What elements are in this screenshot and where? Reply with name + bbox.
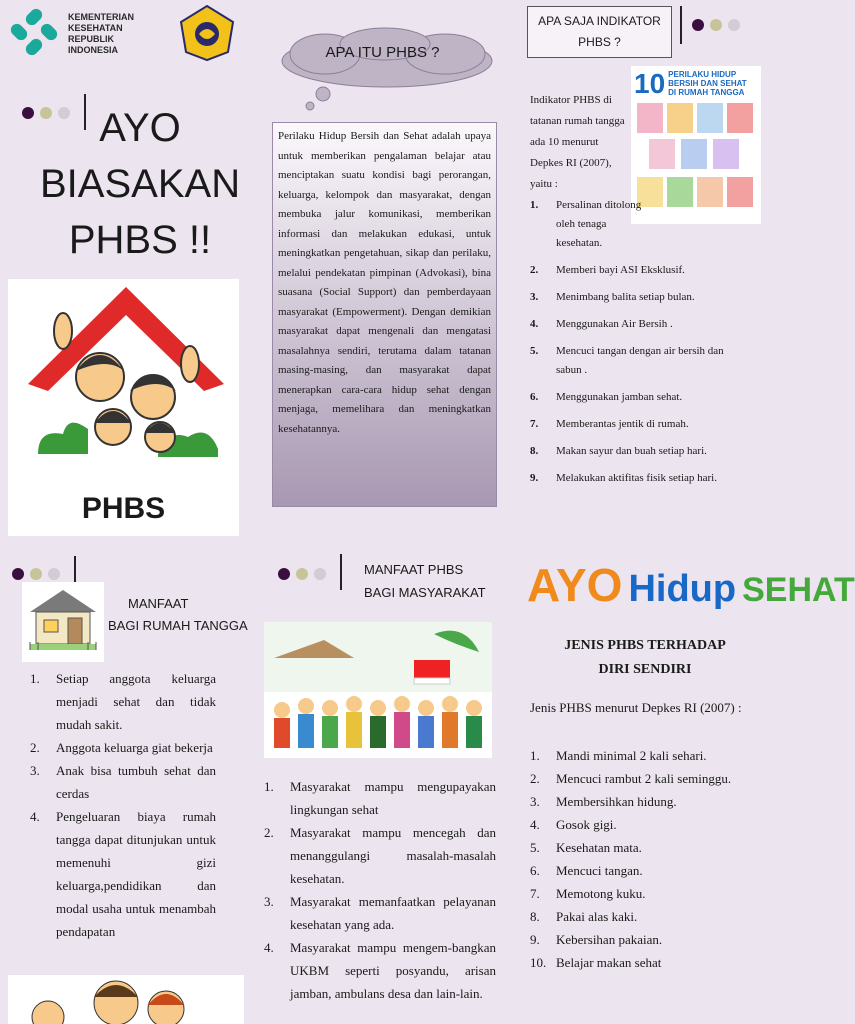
list-item <box>530 813 764 836</box>
list-number: 8. <box>530 909 540 924</box>
ayo-word: AYO <box>527 559 623 611</box>
indikator-title-line: PHBS ? <box>578 35 621 49</box>
list-number: 9. <box>530 472 539 484</box>
ayo-hidup-sehat-logo <box>527 548 855 622</box>
decor-dot <box>278 568 290 580</box>
list-number: 1. <box>530 748 540 763</box>
list-item <box>530 836 764 859</box>
list-item <box>530 744 764 767</box>
list-text: Mencuci rambut 2 kali seminggu. <box>556 771 732 786</box>
divider <box>680 6 682 44</box>
list-number: 9. <box>530 932 540 947</box>
list-number: 3. <box>30 763 40 778</box>
rumah-tangga-list <box>30 667 216 969</box>
list-number: 1. <box>530 199 539 211</box>
cloud-title: APA ITU PHBS ? <box>325 44 440 61</box>
masyarakat-subtitle: BAGI MASYARAKAT <box>364 585 486 600</box>
indikator-intro: Indikator PHBS di tatanan rumah tangga ada 10 menurut Depkes RI (2007), yaitu : <box>530 94 625 190</box>
phbs-definition: Perilaku Hidup Bersih dan Sehat adalah upaya untuk memberikan pengalaman belajar atau menciptakan suatu kondisi bagi perorangan, keluarga, kelompok dan masyarakat, dengan membuka jalur komunikasi, memberikan informasi dan melakukan edukasi, untuk meningkatkan pengetahuan, sikap dan perilaku, melalui pendekatan pimpinan (Advokasi), bina suasana (Social Support) dan pemberdayaan masyarakat (Empowerment). Dengan demikian masyarakat dapat mengenali dan mengatasi masalahnya sendiri, terutama dalam tatanan masing-masing, dan masyarakat dapat menerapkan cara-cara hidup sehat dengan menjaga, memelihara dan meningkatkan kesehatannya. <box>272 122 497 507</box>
list-text: Mencuci tangan. <box>556 863 643 878</box>
list-text: Makan sayur dan buah setiap hari. <box>556 445 707 457</box>
list-text: Belajar makan sehat <box>556 955 662 970</box>
ministry-name-line: REPUBLIK <box>68 34 115 44</box>
list-text: Menggunakan jamban sehat. <box>556 391 683 403</box>
list-item <box>530 442 760 461</box>
poster-title-line: PERILAKU HIDUP <box>668 70 737 79</box>
list-item <box>530 859 764 882</box>
decor-dot <box>48 568 60 580</box>
list-number: 6. <box>530 863 540 878</box>
list-text: Menimbang balita setiap bulan. <box>556 291 695 303</box>
list-text: Menggunakan Air Bersih . <box>556 318 673 330</box>
list-text: Melakukan aktifitas fisik setiap hari. <box>556 472 717 484</box>
list-text: Kebersihan pakaian. <box>556 932 663 947</box>
list-item <box>30 667 216 736</box>
rumah-tangga-title: MANFAAT <box>128 596 189 611</box>
house-caption: PHBS <box>81 492 166 525</box>
list-item <box>530 905 764 928</box>
list-text: Setiap anggota keluarga menjadi sehat dan tidak mudah sakit. <box>56 671 216 732</box>
list-number: 3. <box>264 894 274 909</box>
indikator-title-line: APA SAJA INDIKATOR <box>538 14 661 28</box>
jenis-title <box>530 634 760 682</box>
masyarakat-list <box>264 775 496 1005</box>
divider <box>74 556 76 582</box>
list-item <box>264 936 496 1005</box>
decor-dot <box>710 19 722 31</box>
jenis-intro: Jenis PHBS menurut Depkes RI (2007) : <box>530 700 742 715</box>
decor-dot <box>692 19 704 31</box>
list-number: 2. <box>530 264 539 276</box>
headline-line: BIASAKAN <box>40 162 241 206</box>
sehat-word: SEHAT <box>742 571 855 609</box>
list-number: 4. <box>530 318 539 330</box>
list-item <box>530 928 764 951</box>
list-item <box>530 315 760 334</box>
hidup-word: Hidup <box>628 568 737 610</box>
list-text: Masyarakat mampu mengem-bangkan UKBM seperti posyandu, arisan jamban, ambulans desa dan lain-lain. <box>290 940 496 1001</box>
poster-title-line: BERSIH DAN SEHAT <box>668 79 747 88</box>
list-item <box>30 736 216 759</box>
decor-dots <box>692 18 746 36</box>
list-text: Masyarakat mampu mengupayakan lingkungan sehat <box>290 779 496 817</box>
list-text: Anggota keluarga giat bekerja <box>56 740 213 755</box>
list-item <box>530 415 760 434</box>
ministry-name-line: INDONESIA <box>68 45 119 55</box>
list-item <box>530 388 760 407</box>
list-number: 3. <box>530 291 539 303</box>
list-text: Mencuci tangan dengan air bersih dan sabun . <box>556 345 724 376</box>
list-item <box>264 821 496 890</box>
university-seal-icon <box>178 4 236 62</box>
list-number: 2. <box>530 771 540 786</box>
decor-dot <box>728 19 740 31</box>
list-number: 4. <box>530 817 540 832</box>
rumah-tangga-subtitle: BAGI RUMAH TANGGA <box>108 618 248 633</box>
list-text: Masyarakat memanfaatkan pelayanan kesehatan yang ada. <box>290 894 496 932</box>
ministry-logo-icon <box>8 6 60 58</box>
thought-cloud-icon <box>275 26 500 116</box>
list-text: Kesehatan mata. <box>556 840 642 855</box>
decor-dots <box>278 567 332 585</box>
divider <box>340 554 342 590</box>
list-text: Masyarakat mampu mencegah dan menanggulangi masalah-masalah kesehatan. <box>290 825 496 886</box>
house-icon <box>22 582 104 662</box>
list-text: Memotong kuku. <box>556 886 646 901</box>
jenis-list <box>530 744 764 974</box>
decor-dot <box>12 568 24 580</box>
list-number: 2. <box>264 825 274 840</box>
list-text: Memberantas jentik di rumah. <box>556 418 689 430</box>
list-text: Gosok gigi. <box>556 817 617 832</box>
ministry-name <box>68 12 134 56</box>
ministry-name-line: KESEHATAN <box>68 23 123 33</box>
decor-dot <box>296 568 308 580</box>
list-number: 3. <box>530 794 540 809</box>
ministry-name-line: KEMENTERIAN <box>68 12 135 22</box>
list-number: 10. <box>530 955 547 970</box>
list-item <box>530 288 760 307</box>
family-house-icon <box>8 279 239 479</box>
list-text: Memberi bayi ASI Eksklusif. <box>556 264 685 276</box>
indikator-list <box>530 196 760 496</box>
decor-dot <box>30 568 42 580</box>
list-item <box>530 469 760 488</box>
poster-number: 10 <box>634 67 666 99</box>
list-number: 2. <box>30 740 40 755</box>
list-number: 7. <box>530 886 540 901</box>
poster-title-line: DI RUMAH TANGGA <box>668 88 745 97</box>
list-number: 7. <box>530 418 539 430</box>
list-text: Pengeluaran biaya rumah tangga dapat ditunjukan untuk memenuhi gizi keluarga,pendidikan dan modal usaha untuk menambah pendapatan <box>56 809 216 939</box>
headline-line: AYO <box>99 106 181 150</box>
list-number: 4. <box>30 809 40 824</box>
list-item <box>530 342 740 380</box>
list-text: Pakai alas kaki. <box>556 909 638 924</box>
jenis-title-line: JENIS PHBS TERHADAP <box>564 638 726 653</box>
list-number: 6. <box>530 391 539 403</box>
list-number: 1. <box>30 671 40 686</box>
list-text: Anak bisa tumbuh sehat dan cerdas <box>56 763 216 801</box>
list-text: Persalinan ditolong oleh tenaga kesehatan. <box>556 199 642 249</box>
jenis-title-line: DIRI SENDIRI <box>598 662 692 677</box>
list-number: 5. <box>530 345 539 357</box>
phbs-house-illustration <box>8 279 239 536</box>
headline <box>40 100 240 268</box>
list-number: 4. <box>264 940 274 955</box>
list-item <box>530 790 764 813</box>
headline-line: PHBS !! <box>68 218 212 262</box>
list-item <box>530 882 764 905</box>
list-number: 1. <box>264 779 274 794</box>
list-item <box>30 759 216 805</box>
list-item <box>264 890 496 936</box>
list-text: Mandi minimal 2 kali sehari. <box>556 748 707 763</box>
list-item <box>30 805 216 943</box>
list-item <box>530 767 764 790</box>
list-item <box>530 196 648 253</box>
masyarakat-title: MANFAAT PHBS <box>364 562 464 577</box>
list-number: 8. <box>530 445 539 457</box>
list-item <box>264 775 496 821</box>
community-illustration <box>264 622 492 758</box>
indikator-title-box <box>527 6 672 58</box>
list-number: 5. <box>530 840 540 855</box>
list-item <box>530 951 764 974</box>
list-text: Membersihkan hidung. <box>556 794 677 809</box>
family-illustration <box>8 975 244 1024</box>
decor-dot <box>22 107 34 119</box>
list-item <box>530 261 760 280</box>
decor-dot <box>314 568 326 580</box>
